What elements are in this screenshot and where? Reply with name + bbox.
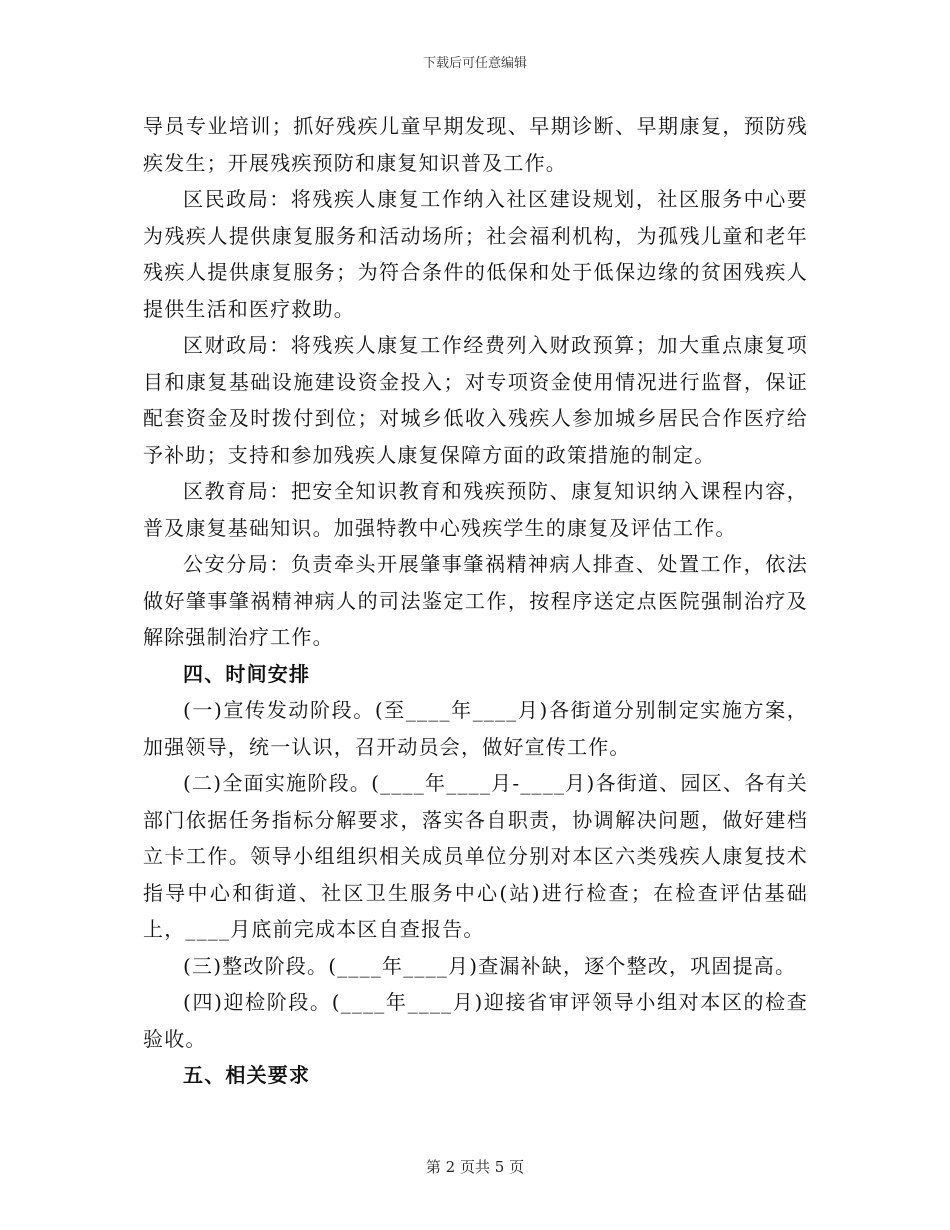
page-footer: 第 2 页共 5 页: [425, 1158, 525, 1176]
paragraph-stage-2: (二)全面实施阶段。(____年____月-____月)各街道、园区、各有关部门依据任务指标分解要求，落实各自职责，协调解决问题，做好建档立卡工作。领导小组组织相关成员单位分别对本区六类残疾人康复技术指导中心和街道、社区卫生服务中心(站)进行检查；在检查评估基础上，____月底前完成本区自查报告。: [143, 771, 808, 941]
paragraph-stage-4: (四)迎检阶段。(____年____月)迎接省审评领导小组对本区的检查验收。: [143, 990, 808, 1051]
paragraph-finance: 区财政局：将残疾人康复工作经费列入财政预算；加大重点康复项目和康复基础设施建设资金投入；对专项资金使用情况进行监督，保证配套资金及时拨付到位；对城乡低收入残疾人参加城乡居民合作医疗给予补助；支持和参加残疾人康复保障方面的政策措施的制定。: [143, 333, 808, 467]
paragraph-education: 区教育局：把安全知识教育和残疾预防、康复知识纳入课程内容，普及康复基础知识。加强特教中心残疾学生的康复及评估工作。: [143, 479, 808, 540]
document-body: [143, 108, 808, 1094]
section-heading-schedule: 四、时间安排: [183, 661, 311, 686]
paragraph-public-security: 公安分局：负责牵头开展肇事肇祸精神病人排查、处置工作，依法做好肇事肇祸精神病人的司法鉴定工作，按程序送定点医院强制治疗及解除强制治疗工作。: [143, 552, 808, 649]
page-header: 下载后可任意编辑: [422, 56, 527, 71]
paragraph-continued: 导员专业培训；抓好残疾儿童早期发现、早期诊断、早期康复，预防残疾发生；开展残疾预防和康复知识普及工作。: [143, 114, 808, 175]
section-heading-requirements: 五、相关要求: [183, 1063, 311, 1087]
paragraph-stage-3: (三)整改阶段。(____年____月)查漏补缺，逐个整改，巩固提高。: [183, 953, 797, 978]
paragraph-stage-1: (一)宣传发动阶段。(至____年____月)各街道分别制定实施方案，加强领导，统一认识，召开动员会，做好宣传工作。: [143, 698, 808, 759]
paragraph-civil-affairs: 区民政局：将残疾人康复工作纳入社区建设规划，社区服务中心要为残疾人提供康复服务和活动场所；社会福利机构，为孤残儿童和老年残疾人提供康复服务；为符合条件的低保和处于低保边缘的贫困残疾人提供生活和医疗救助。: [143, 187, 808, 321]
